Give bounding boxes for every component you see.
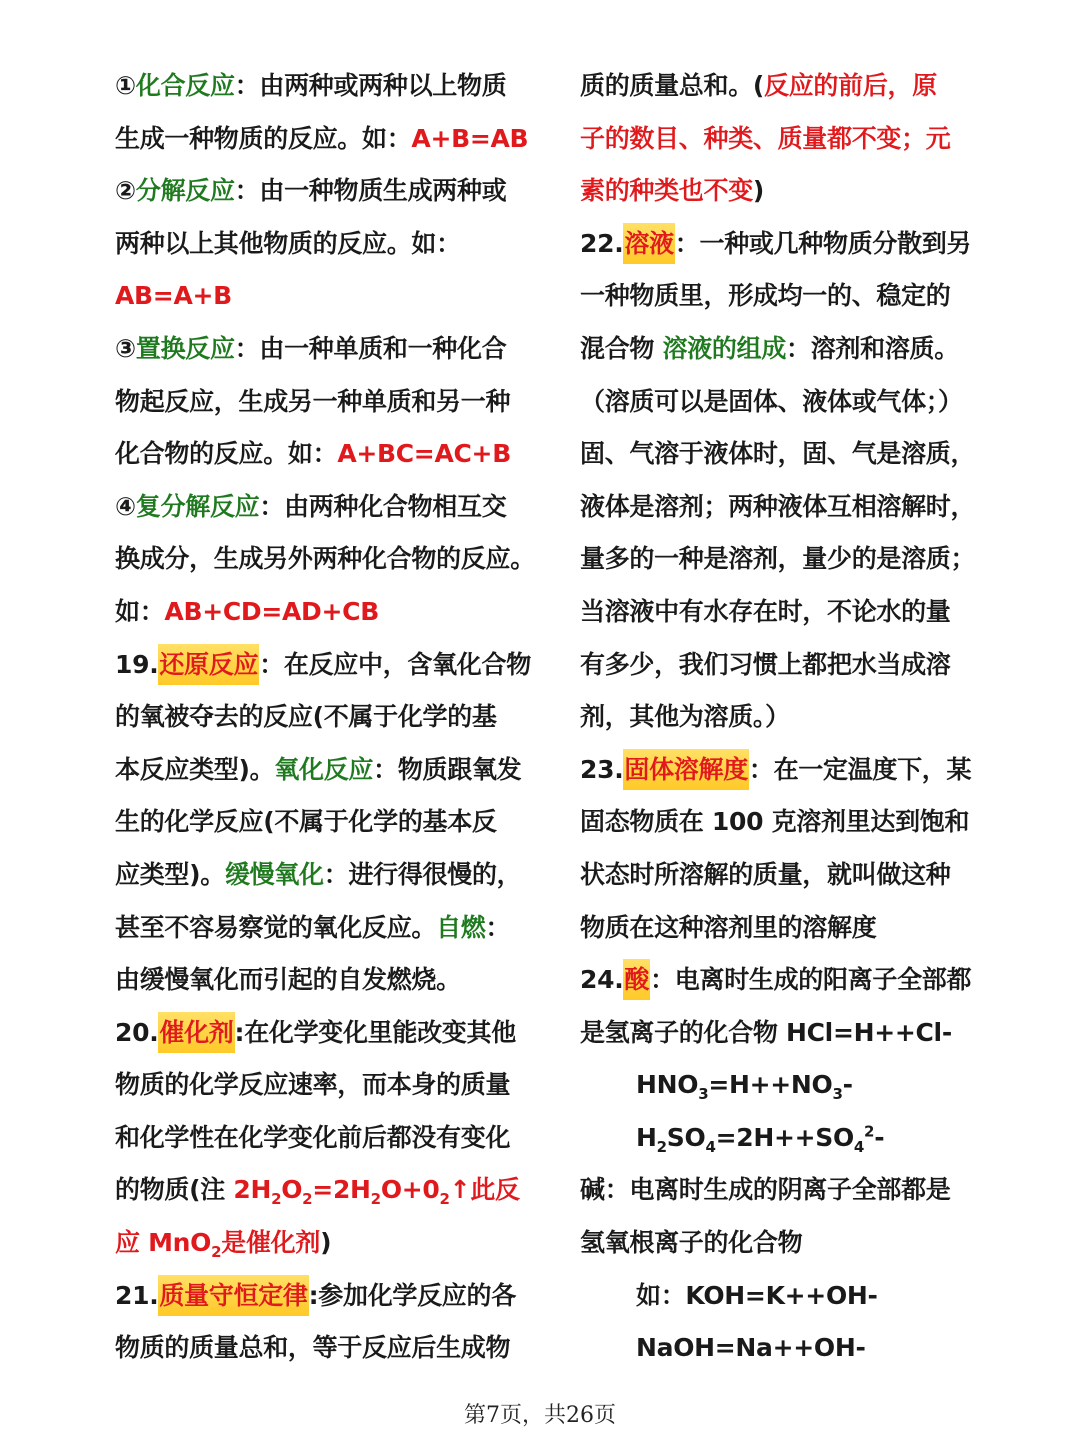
- term-solution-composition: 溶液的组成: [662, 333, 787, 363]
- text-line: 量多的一种是溶剂，量少的是溶质；: [580, 544, 976, 574]
- text-line: 24.酸：电离时生成的阳离子全部都: [580, 954, 1020, 1007]
- text-line: 生成一种物质的反应。如：A+B=AB: [115, 123, 529, 153]
- text-line: 两种以上其他物质的反应。如：: [115, 228, 461, 258]
- text-line: 物质的质量总和，等于反应后生成物: [115, 1333, 511, 1363]
- term-slow-oxidation: 缓慢氧化: [224, 859, 324, 889]
- highlighted-term-solubility: 固体溶解度: [623, 749, 749, 790]
- term-displacement-reaction: 置换反应: [135, 333, 235, 363]
- text-line: 甚至不容易察觉的氧化反应。自燃：: [115, 912, 511, 942]
- text-line: 当溶液中有水存在时，不论水的量: [580, 596, 951, 626]
- highlighted-term-catalyst: 催化剂: [158, 1012, 234, 1053]
- item-number: 19.: [115, 649, 159, 679]
- highlighted-term-solution: 溶液: [623, 223, 674, 264]
- text-line: 氢氧根离子的化合物: [580, 1228, 803, 1258]
- item-number: 23.: [580, 754, 624, 784]
- item-number: 21.: [115, 1280, 159, 1310]
- formula-hno3: $HNO_3=H++NO_3-$: [636, 1070, 853, 1104]
- text-line: ④复分解反应：由两种化合物相互交: [115, 491, 507, 521]
- text-line: 应 MnO$_2$是催化剂): [115, 1228, 332, 1262]
- formula: AB+CD=AD+CB: [164, 596, 379, 626]
- text-line: 素的种类也不变): [580, 176, 765, 206]
- formula: A+BC=AC+B: [337, 439, 511, 469]
- text-line: 的物质(注 $2H_2O_2=2H_2O+0_2↑$此反: [115, 1175, 520, 1209]
- text-line: ③置换反应：由一种单质和一种化合: [115, 333, 507, 363]
- term-spontaneous-combustion: 自燃: [436, 912, 486, 942]
- definition-text: ：由两种或两种以上物质: [234, 71, 507, 100]
- item-number: 22.: [580, 228, 624, 258]
- text-line: 换成分，生成另外两种化合物的反应。: [115, 544, 535, 574]
- text-line: 一种物质里，形成均一的、稳定的: [580, 281, 951, 311]
- term-decomposition-reaction: 分解反应: [135, 176, 235, 206]
- text-line: 碱：电离时生成的阴离子全部都是: [580, 1175, 951, 1205]
- text-line: 19.还原反应：在反应中，含氧化合物: [115, 639, 567, 692]
- text-line: 物质的化学反应速率，而本身的质量: [115, 1070, 511, 1100]
- formula-mno2: MnO$_2$: [148, 1228, 222, 1262]
- text-line: 混合物 溶液的组成：溶剂和溶质。: [580, 333, 959, 363]
- right-column: [580, 60, 1020, 1375]
- item-number: ①: [115, 71, 136, 100]
- text-line: 有多少，我们习惯上都把水当成溶: [580, 649, 951, 679]
- text-line: 生的化学反应(不属于化学的基本反: [115, 807, 497, 837]
- text-line: [115, 60, 567, 113]
- text-line: 应类型)。缓慢氧化：进行得很慢的，: [115, 859, 522, 889]
- left-column: [115, 60, 567, 1375]
- text-line: 本反应类型)。氧化反应：物质跟氧发: [115, 754, 522, 784]
- text-line: 20.催化剂:在化学变化里能改变其他: [115, 1007, 567, 1060]
- text-line: 质的质量总和。(反应的前后，原: [580, 71, 937, 100]
- item-number: 20.: [115, 1017, 159, 1047]
- text-line: 子的数目、种类、质量都不变；元: [580, 123, 951, 153]
- text-line: 物起反应，生成另一种单质和另一种: [115, 386, 511, 416]
- item-number: ③: [115, 333, 136, 363]
- term-double-decomposition: 复分解反应: [135, 491, 260, 521]
- text-line: （溶质可以是固体、液体或气体；）: [580, 386, 963, 416]
- text-line: 和化学性在化学变化前后都没有变化: [115, 1122, 511, 1152]
- text-line: 固、气溶于液体时，固、气是溶质，: [580, 439, 976, 469]
- item-number: 24.: [580, 965, 624, 995]
- text-line: ②分解反应：由一种物质生成两种或: [115, 176, 507, 206]
- formula: A+B=AB: [411, 123, 529, 153]
- text-line: 是氢离子的化合物 HCl=H++Cl-: [580, 1017, 952, 1047]
- formula-naoh: NaOH=Na++OH-: [636, 1333, 866, 1363]
- text-line: 物质在这种溶剂里的溶解度: [580, 912, 877, 942]
- formula-koh: 如：KOH=K++OH-: [636, 1280, 878, 1310]
- text-line: 由缓慢氧化而引起的自发燃烧。: [115, 965, 461, 995]
- text-line: 22.溶液：一种或几种物质分散到另: [580, 218, 1020, 271]
- text-line: 21.质量守恒定律:参加化学反应的各: [115, 1270, 567, 1323]
- page-number-footer: 第7页，共26页: [464, 1403, 616, 1428]
- text-line: 液体是溶剂；两种液体互相溶解时，: [580, 491, 976, 521]
- term-combination-reaction: 化合反应: [135, 71, 235, 100]
- item-number: ②: [115, 176, 136, 206]
- item-number: ④: [115, 491, 136, 521]
- text-line: 的氧被夺去的反应(不属于化学的基: [115, 702, 497, 732]
- highlighted-term-reduction: 还原反应: [158, 644, 259, 685]
- text-line: 状态时所溶解的质量，就叫做这种: [580, 859, 951, 889]
- highlighted-term-mass-conservation: 质量守恒定律: [158, 1275, 308, 1316]
- text-line: 固态物质在 100 克溶剂里达到饱和: [580, 807, 970, 837]
- text-line: 化合物的反应。如：A+BC=AC+B: [115, 439, 511, 469]
- formula-h2so4: $H_2SO_4=2H++SO_4^2-$: [636, 1122, 885, 1156]
- highlighted-term-acid: 酸: [623, 959, 650, 1000]
- text-line: 23.固体溶解度：在一定温度下，某: [580, 744, 1020, 797]
- text-line: 剂，其他为溶质。）: [580, 702, 790, 732]
- text-line: 如：AB+CD=AD+CB: [115, 596, 379, 626]
- formula-h2o2-decomposition: $2H_2O_2=2H_2O+0_2↑$: [233, 1175, 471, 1209]
- formula: AB=A+B: [115, 281, 232, 311]
- term-oxidation: 氧化反应: [274, 754, 374, 784]
